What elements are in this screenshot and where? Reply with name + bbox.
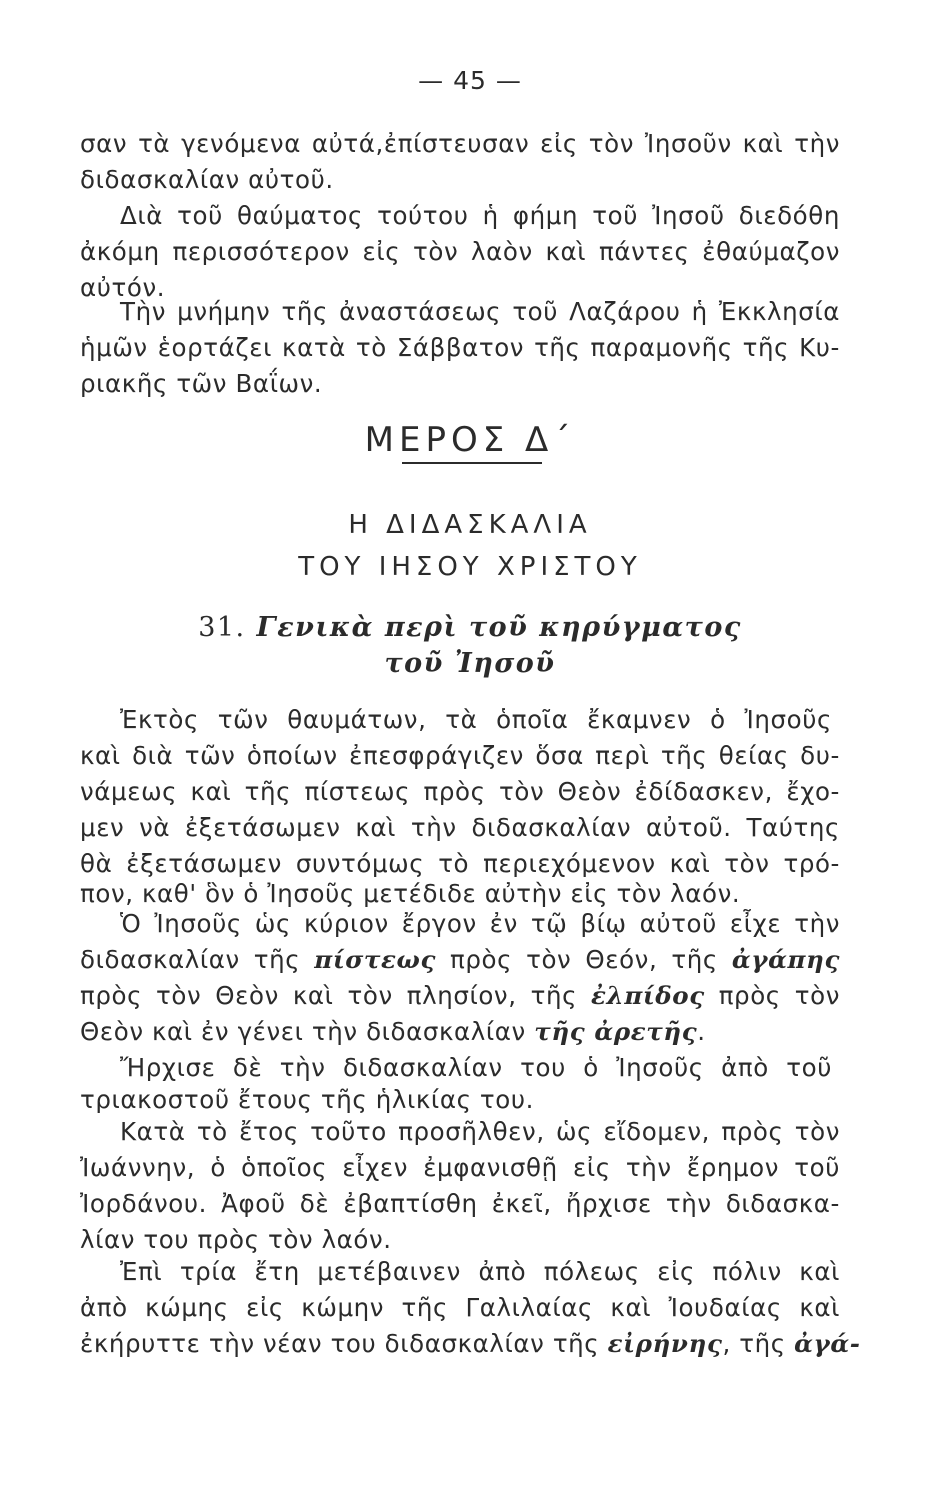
page-number: — 45 — [418,66,522,95]
text-line: λίαν του πρὸς τὸν λαόν. [80,1225,392,1254]
text-line: Ἰορδάνου. Ἀφοῦ δὲ ἐβαπτίσθη ἐκεῖ, ἤρχισε τὴν διδασκα- [80,1189,840,1218]
section-title: Γενικὰ περὶ τοῦ κηρύγματος [256,612,742,643]
emphasis-eirinis: εἰρήνης [607,1329,723,1358]
emphasis-aretis: τῆς ἀρετῆς [534,1017,698,1046]
text-line [80,1016,840,1048]
text-run: πρὸς τὸν Θεὸν καὶ τὸν πλησίον, τῆς [80,981,592,1010]
section-number: 31. [198,612,246,643]
text-run: , τῆς [722,1329,795,1358]
text-run: πρὸς τὸν [704,981,840,1010]
text-line: ἡμῶν ἑορτάζει κατὰ τὸ Σάββατον τῆς παραμονῆς τῆς Κυ- [80,333,840,362]
section-heading-line-1 [0,612,940,643]
text-line: Ὁ Ἰησοῦς ὡς κύριον ἔργον ἐν τῷ βίῳ αὐτοῦ εἶχε τὴν [120,909,840,938]
emphasis-elpidos: ἐλπίδος [591,981,705,1010]
text-line: πον, καθ' ὃν ὁ Ἰησοῦς μετέδιδε αὐτὴν εἰς τὸν λαόν. [80,879,741,908]
text-line: Διὰ τοῦ θαύματος τούτου ἡ φήμη τοῦ Ἰησοῦ διεδόθη [120,201,840,230]
text-line: Ἤρχισε δὲ τὴν διδασκαλίαν του ὁ Ἰησοῦς ἀπὸ τοῦ [120,1053,832,1082]
text-line [80,1328,861,1360]
emphasis-agapis: ἀγάπης [731,945,840,974]
text-line: Ἐκτὸς τῶν θαυμάτων, τὰ ὁποῖα ἔκαμνεν ὁ Ἰησοῦς [120,705,832,734]
text-line: Ἰωάννην, ὁ ὁποῖος εἶχεν ἐμφανισθῇ εἰς τὴν ἔρημον τοῦ [80,1153,840,1182]
text-run: διδασκαλίαν τῆς [80,945,315,974]
emphasis-pisteos: πίστεως [314,945,436,974]
text-run: . [697,1017,706,1046]
part-title: ΜΕΡΟΣ Δ΄ [364,420,576,460]
text-line: ἀπὸ κώμης εἰς κώμην τῆς Γαλιλαίας καὶ Ἰουδαίας καὶ [80,1293,840,1322]
text-line: θὰ ἐξετάσωμεν συντόμως τὸ περιεχόμενον καὶ τὸν τρό- [80,849,840,878]
text-line: ριακῆς τῶν Βαΐων. [80,369,323,398]
text-run: ἐκήρυττε τὴν νέαν του διδασκαλίαν τῆς [80,1329,608,1358]
text-run: Θεὸν καὶ ἐν γένει τὴν διδασκαλίαν [80,1017,535,1046]
part-title-underline [402,462,542,464]
text-line: τριακοστοῦ ἔτους τῆς ἡλικίας του. [80,1085,535,1114]
text-line: καὶ διὰ τῶν ὁποίων ἐπεσφράγιζεν ὅσα περὶ τῆς θείας δυ- [80,741,840,770]
text-line: σαν τὰ γενόμενα αὐτά,ἐπίστευσαν εἰς τὸν Ἰησοῦν καὶ τὴν [80,129,840,158]
emphasis-aga: ἀγά- [794,1329,861,1358]
text-line: αὐτόν. [80,273,166,302]
text-line: Κατὰ τὸ ἔτος τοῦτο προσῆλθεν, ὡς εἴδομεν, πρὸς τὸν [120,1117,840,1146]
text-line: ἀκόμη περισσότερον εἰς τὸν λαὸν καὶ πάντες ἐθαύμαζον [80,237,840,266]
text-line [80,944,840,976]
text-run: πρὸς τὸν Θεόν, τῆς [435,945,732,974]
text-line: μεν νὰ ἐξετάσωμεν καὶ τὴν διδασκαλίαν αὐτοῦ. Ταύτης [80,813,840,842]
text-line [80,980,840,1012]
section-heading-line-2: τοῦ Ἰησοῦ [384,648,556,679]
chapter-title-line-2: ΤΟΥ ΙΗΣΟΥ ΧΡΙΣΤΟΥ [298,552,642,582]
text-line: Ἐπὶ τρία ἔτη μετέβαινεν ἀπὸ πόλεως εἰς πόλιν καὶ [120,1257,840,1286]
chapter-title-line-1: Η ΔΙΔΑΣΚΑΛΙΑ [348,510,592,540]
text-line: νάμεως καὶ τῆς πίστεως πρὸς τὸν Θεὸν ἐδίδασκεν, ἔχο- [80,777,840,806]
text-line: διδασκαλίαν αὐτοῦ. [80,165,334,194]
text-line: Τὴν μνήμην τῆς ἀναστάσεως τοῦ Λαζάρου ἡ Ἐκκλησία [120,297,840,326]
